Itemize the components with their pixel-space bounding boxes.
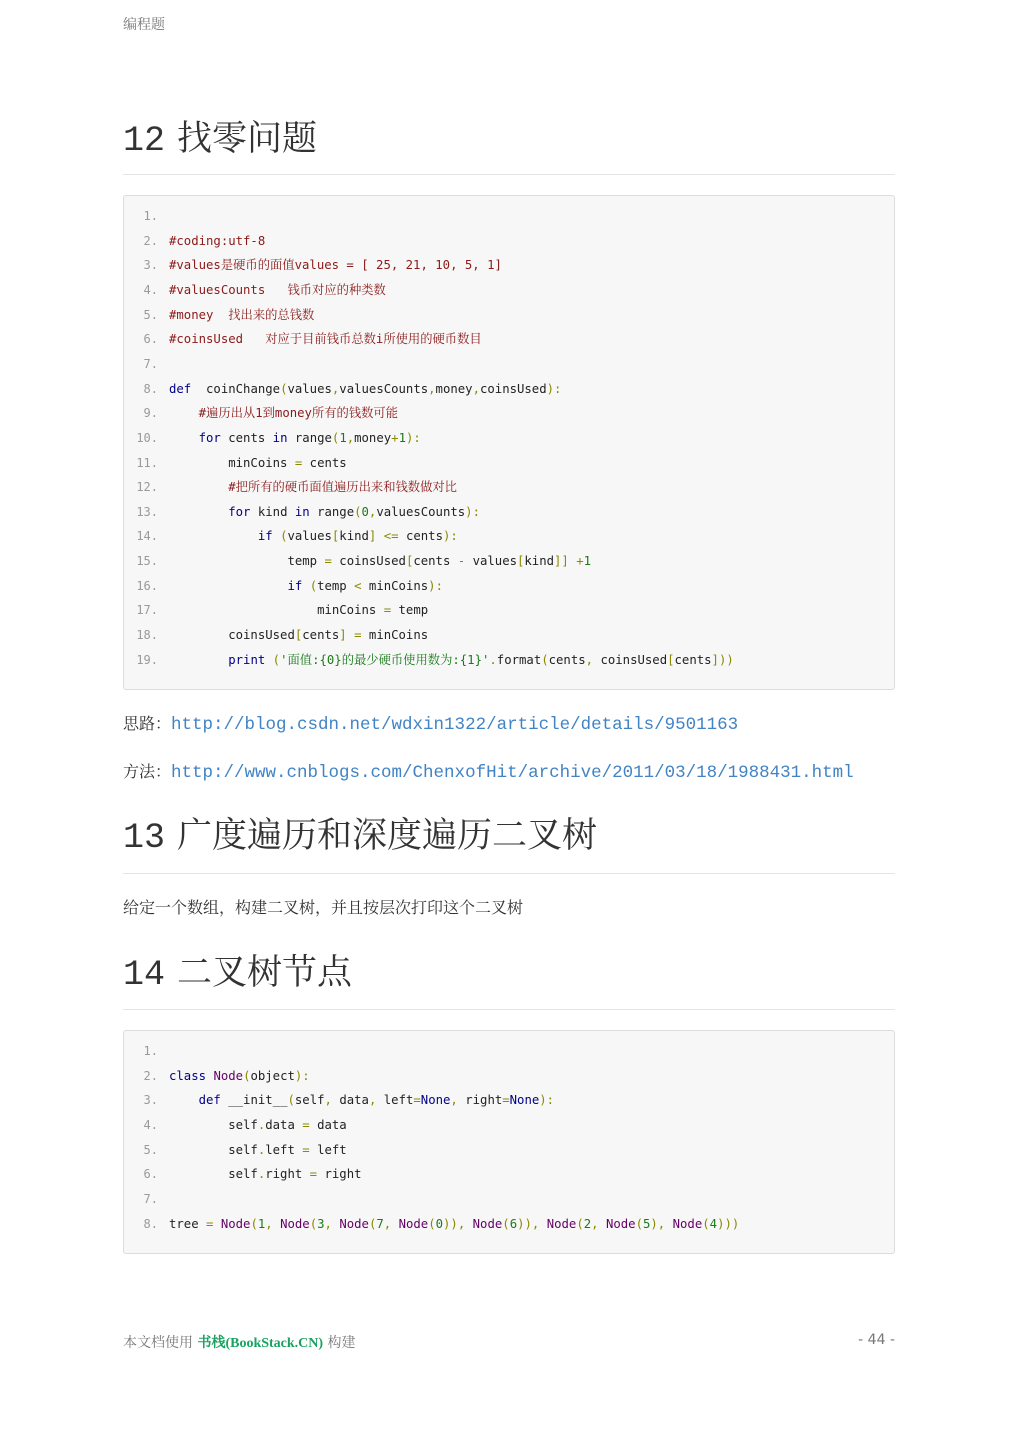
line-number: 1. bbox=[143, 1044, 158, 1058]
line-number: 6. bbox=[143, 1167, 158, 1182]
footer-suffix: 构建 bbox=[327, 1335, 356, 1351]
line-number: 5. bbox=[143, 307, 158, 322]
code-text: def coinChange(values,valuesCounts,money,coinsUsed): bbox=[169, 381, 562, 396]
page-number: - 44 - bbox=[858, 1332, 895, 1348]
section-title: 广度遍历和深度遍历二叉树 bbox=[177, 816, 598, 856]
line-number: 2. bbox=[143, 1068, 158, 1083]
code-text: #values是硬币的面值values = [ 25, 21, 10, 5, 1] bbox=[169, 258, 502, 273]
code-line bbox=[124, 204, 894, 228]
code-text: #valuesCounts 钱币对应的种类数 bbox=[169, 282, 386, 297]
line-number: 13. bbox=[136, 504, 158, 519]
link-label: 思路： bbox=[123, 714, 172, 733]
line-number: 1. bbox=[143, 209, 158, 223]
line-number: 8. bbox=[143, 1216, 158, 1231]
code-line bbox=[124, 229, 894, 253]
code-line bbox=[124, 598, 894, 622]
line-number: 9. bbox=[143, 406, 158, 421]
line-number: 7. bbox=[143, 1191, 158, 1206]
code-line bbox=[124, 475, 894, 499]
line-number: 14. bbox=[136, 529, 158, 544]
code-text: tree = Node(1, Node(3, Node(7, Node(0)), Node(6)), Node(2, Node(5), Node(4))) bbox=[169, 1216, 740, 1231]
code-text: if (values[kind] <= cents): bbox=[257, 529, 458, 544]
code-text: self.right = right bbox=[169, 1167, 362, 1182]
line-number: 17. bbox=[136, 603, 158, 618]
code-line bbox=[124, 549, 894, 573]
code-line bbox=[124, 574, 894, 598]
link-paragraph-method bbox=[123, 759, 854, 783]
code-line bbox=[124, 500, 894, 524]
line-number: 7. bbox=[143, 356, 158, 371]
code-line bbox=[124, 1212, 894, 1236]
line-number: 10. bbox=[136, 430, 158, 445]
section-title: 找零问题 bbox=[177, 119, 318, 159]
line-number: 19. bbox=[136, 652, 158, 667]
line-number: 5. bbox=[143, 1142, 158, 1157]
code-text: minCoins = cents bbox=[169, 455, 347, 470]
line-number: 12. bbox=[136, 480, 158, 495]
idea-link[interactable]: http://blog.csdn.net/wdxin1322/article/details/9501163 bbox=[171, 715, 739, 735]
line-number: 18. bbox=[136, 628, 158, 643]
footer-credit bbox=[123, 1332, 356, 1352]
bookstack-link[interactable]: 书栈(BookStack.CN) bbox=[197, 1336, 324, 1351]
code-text: self.data = data bbox=[169, 1117, 347, 1132]
code-line bbox=[124, 451, 894, 475]
code-line bbox=[124, 426, 894, 450]
line-number: 3. bbox=[143, 258, 158, 273]
line-number: 2. bbox=[143, 233, 158, 248]
line-number: 3. bbox=[143, 1093, 158, 1108]
link-paragraph-idea bbox=[123, 711, 738, 735]
code-text: for cents in range(1,money+1): bbox=[198, 430, 421, 445]
method-link[interactable]: http://www.cnblogs.com/ChenxofHit/archive/2011/03/18/1988431.html bbox=[171, 763, 854, 783]
code-line bbox=[124, 253, 894, 277]
section-12-heading bbox=[123, 118, 895, 175]
section-title: 二叉树节点 bbox=[177, 953, 353, 993]
code-line bbox=[124, 1187, 894, 1211]
code-line bbox=[124, 1113, 894, 1137]
section-number: 13 bbox=[123, 818, 166, 858]
code-text: #money 找出来的总钱数 bbox=[169, 307, 315, 322]
section-13-heading bbox=[123, 815, 895, 874]
code-text: temp = coinsUsed[cents - values[kind]] +1 bbox=[169, 554, 592, 569]
code-text: class Node(object): bbox=[169, 1068, 310, 1083]
code-text: coinsUsed[cents] = minCoins bbox=[169, 628, 429, 643]
section-number: 12 bbox=[123, 121, 166, 161]
code-text: #coding:utf-8 bbox=[169, 233, 266, 248]
code-text: self.left = left bbox=[169, 1142, 347, 1157]
code-line bbox=[124, 524, 894, 548]
code-text: def __init__(self, data, left=None, right=None): bbox=[198, 1093, 555, 1108]
code-line bbox=[124, 401, 894, 425]
code-text: print ('面值:{0}的最少硬币使用数为:{1}'.format(cents, coinsUsed[cents])) bbox=[228, 652, 734, 667]
code-line bbox=[124, 1064, 894, 1088]
line-number: 11. bbox=[136, 455, 158, 470]
code-line bbox=[124, 352, 894, 376]
code-text: if (temp < minCoins): bbox=[287, 578, 443, 593]
line-number: 4. bbox=[143, 282, 158, 297]
code-block-coin-change[interactable] bbox=[123, 195, 895, 690]
code-line bbox=[124, 648, 894, 672]
line-number: 4. bbox=[143, 1117, 158, 1132]
code-line bbox=[124, 1039, 894, 1063]
code-line bbox=[124, 377, 894, 401]
code-text: minCoins = temp bbox=[169, 603, 429, 618]
footer-prefix: 本文档使用 bbox=[123, 1335, 193, 1351]
line-number: 6. bbox=[143, 332, 158, 347]
code-text: #coinsUsed 对应于目前钱币总数i所使用的硬币数目 bbox=[169, 332, 482, 347]
code-line bbox=[124, 327, 894, 351]
code-line bbox=[124, 278, 894, 302]
code-line bbox=[124, 303, 894, 327]
running-header: 编程题 bbox=[123, 17, 165, 33]
section-13-description: 给定一个数组，构建二叉树，并且按层次打印这个二叉树 bbox=[123, 898, 524, 917]
code-line bbox=[124, 1138, 894, 1162]
code-line bbox=[124, 1162, 894, 1186]
code-text: #遍历出从1到money所有的钱数可能 bbox=[198, 406, 399, 421]
section-14-heading bbox=[123, 952, 895, 1010]
line-number: 8. bbox=[143, 381, 158, 396]
section-number: 14 bbox=[123, 955, 166, 995]
code-block-binary-tree-node[interactable] bbox=[123, 1030, 895, 1254]
link-label: 方法： bbox=[123, 762, 172, 781]
line-number: 16. bbox=[136, 578, 158, 593]
code-line bbox=[124, 623, 894, 647]
code-text: for kind in range(0,valuesCounts): bbox=[228, 504, 480, 519]
code-text: #把所有的硬币面值遍历出来和钱数做对比 bbox=[228, 480, 457, 495]
code-line bbox=[124, 1088, 894, 1112]
line-number: 15. bbox=[136, 554, 158, 569]
